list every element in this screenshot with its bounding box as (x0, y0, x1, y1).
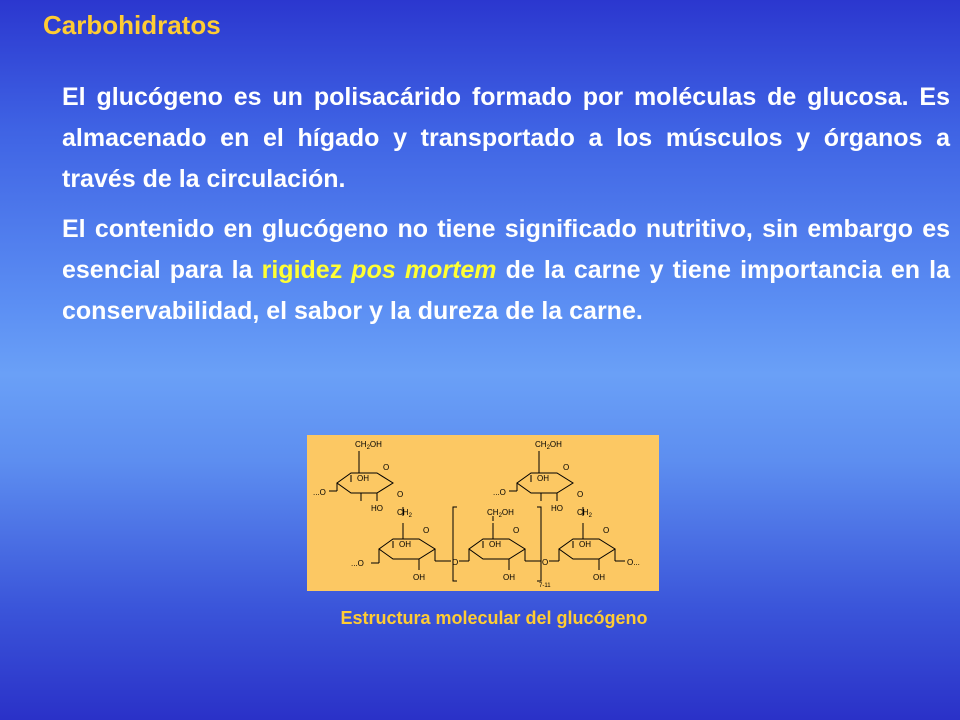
label-ch2oh-a: $CH_2OH$ (355, 440, 382, 451)
label-link-o-1: O (452, 558, 459, 567)
label-ch2-3: $CH_2$ (577, 508, 592, 519)
highlight-rigidez: rigidez (261, 256, 343, 284)
label-ring-o-a: O (383, 463, 390, 472)
label-ho-b: HO (551, 504, 563, 513)
label-ring-o-b: O (563, 463, 570, 472)
label-oh-a: OH (357, 474, 369, 483)
glycogen-structure-diagram (307, 435, 659, 591)
label-ho-a: HO (371, 504, 383, 513)
label-link-o-2: O (542, 558, 549, 567)
label-oh-2: OH (489, 540, 501, 549)
label-left-chain-bottom: ...O (351, 559, 364, 568)
paragraph2-space (342, 256, 351, 284)
label-oh-bottom-1: OH (413, 573, 425, 582)
glycogen-structure-figure (307, 435, 659, 591)
label-right-chain-bottom: O... (627, 558, 640, 567)
paragraph2-text-start: El contenido en glucógeno no tiene significado nutritivo, sin embargo es esencial para la (62, 215, 950, 284)
label-oh-b: OH (537, 474, 549, 483)
label-oh-bottom-2: OH (503, 573, 515, 582)
label-ring-o-3: O (603, 526, 610, 535)
label-glycosidic-o-b: O (577, 490, 584, 499)
paragraph-glycogen-definition: El glucógeno es un polisacárido formado por moléculas de glucosa. Es almacenado en el hígado y transportado a los músculos y órganos a través de la circulación. (62, 83, 950, 193)
paragraph2-text-end: de la carne y tiene importancia en la conservabilidad, el sabor y la dureza de la carne. (62, 256, 950, 325)
label-ch2oh-b: $CH_2OH$ (535, 440, 562, 451)
label-repeat-count: 7-11 (539, 583, 551, 589)
label-ch2oh-2: $CH_2OH$ (487, 508, 514, 519)
label-glycosidic-o-a: O (397, 490, 404, 499)
label-oh-3: OH (579, 540, 591, 549)
label-ring-o-1: O (423, 526, 430, 535)
label-ring-o-2: O (513, 526, 520, 535)
highlight-pos-mortem: pos mortem (351, 256, 497, 284)
figure-caption: Estructura molecular del glucógeno (340, 608, 648, 628)
label-left-chain-b: ...O (493, 488, 506, 497)
slide-title: Carbohidratos (43, 10, 221, 40)
label-ch2-1: $CH_2$ (397, 508, 412, 519)
label-oh-bottom-3: OH (593, 573, 605, 582)
label-oh-1: OH (399, 540, 411, 549)
label-left-chain-a: ...O (313, 488, 326, 497)
paragraph-glycogen-importance (62, 209, 950, 332)
